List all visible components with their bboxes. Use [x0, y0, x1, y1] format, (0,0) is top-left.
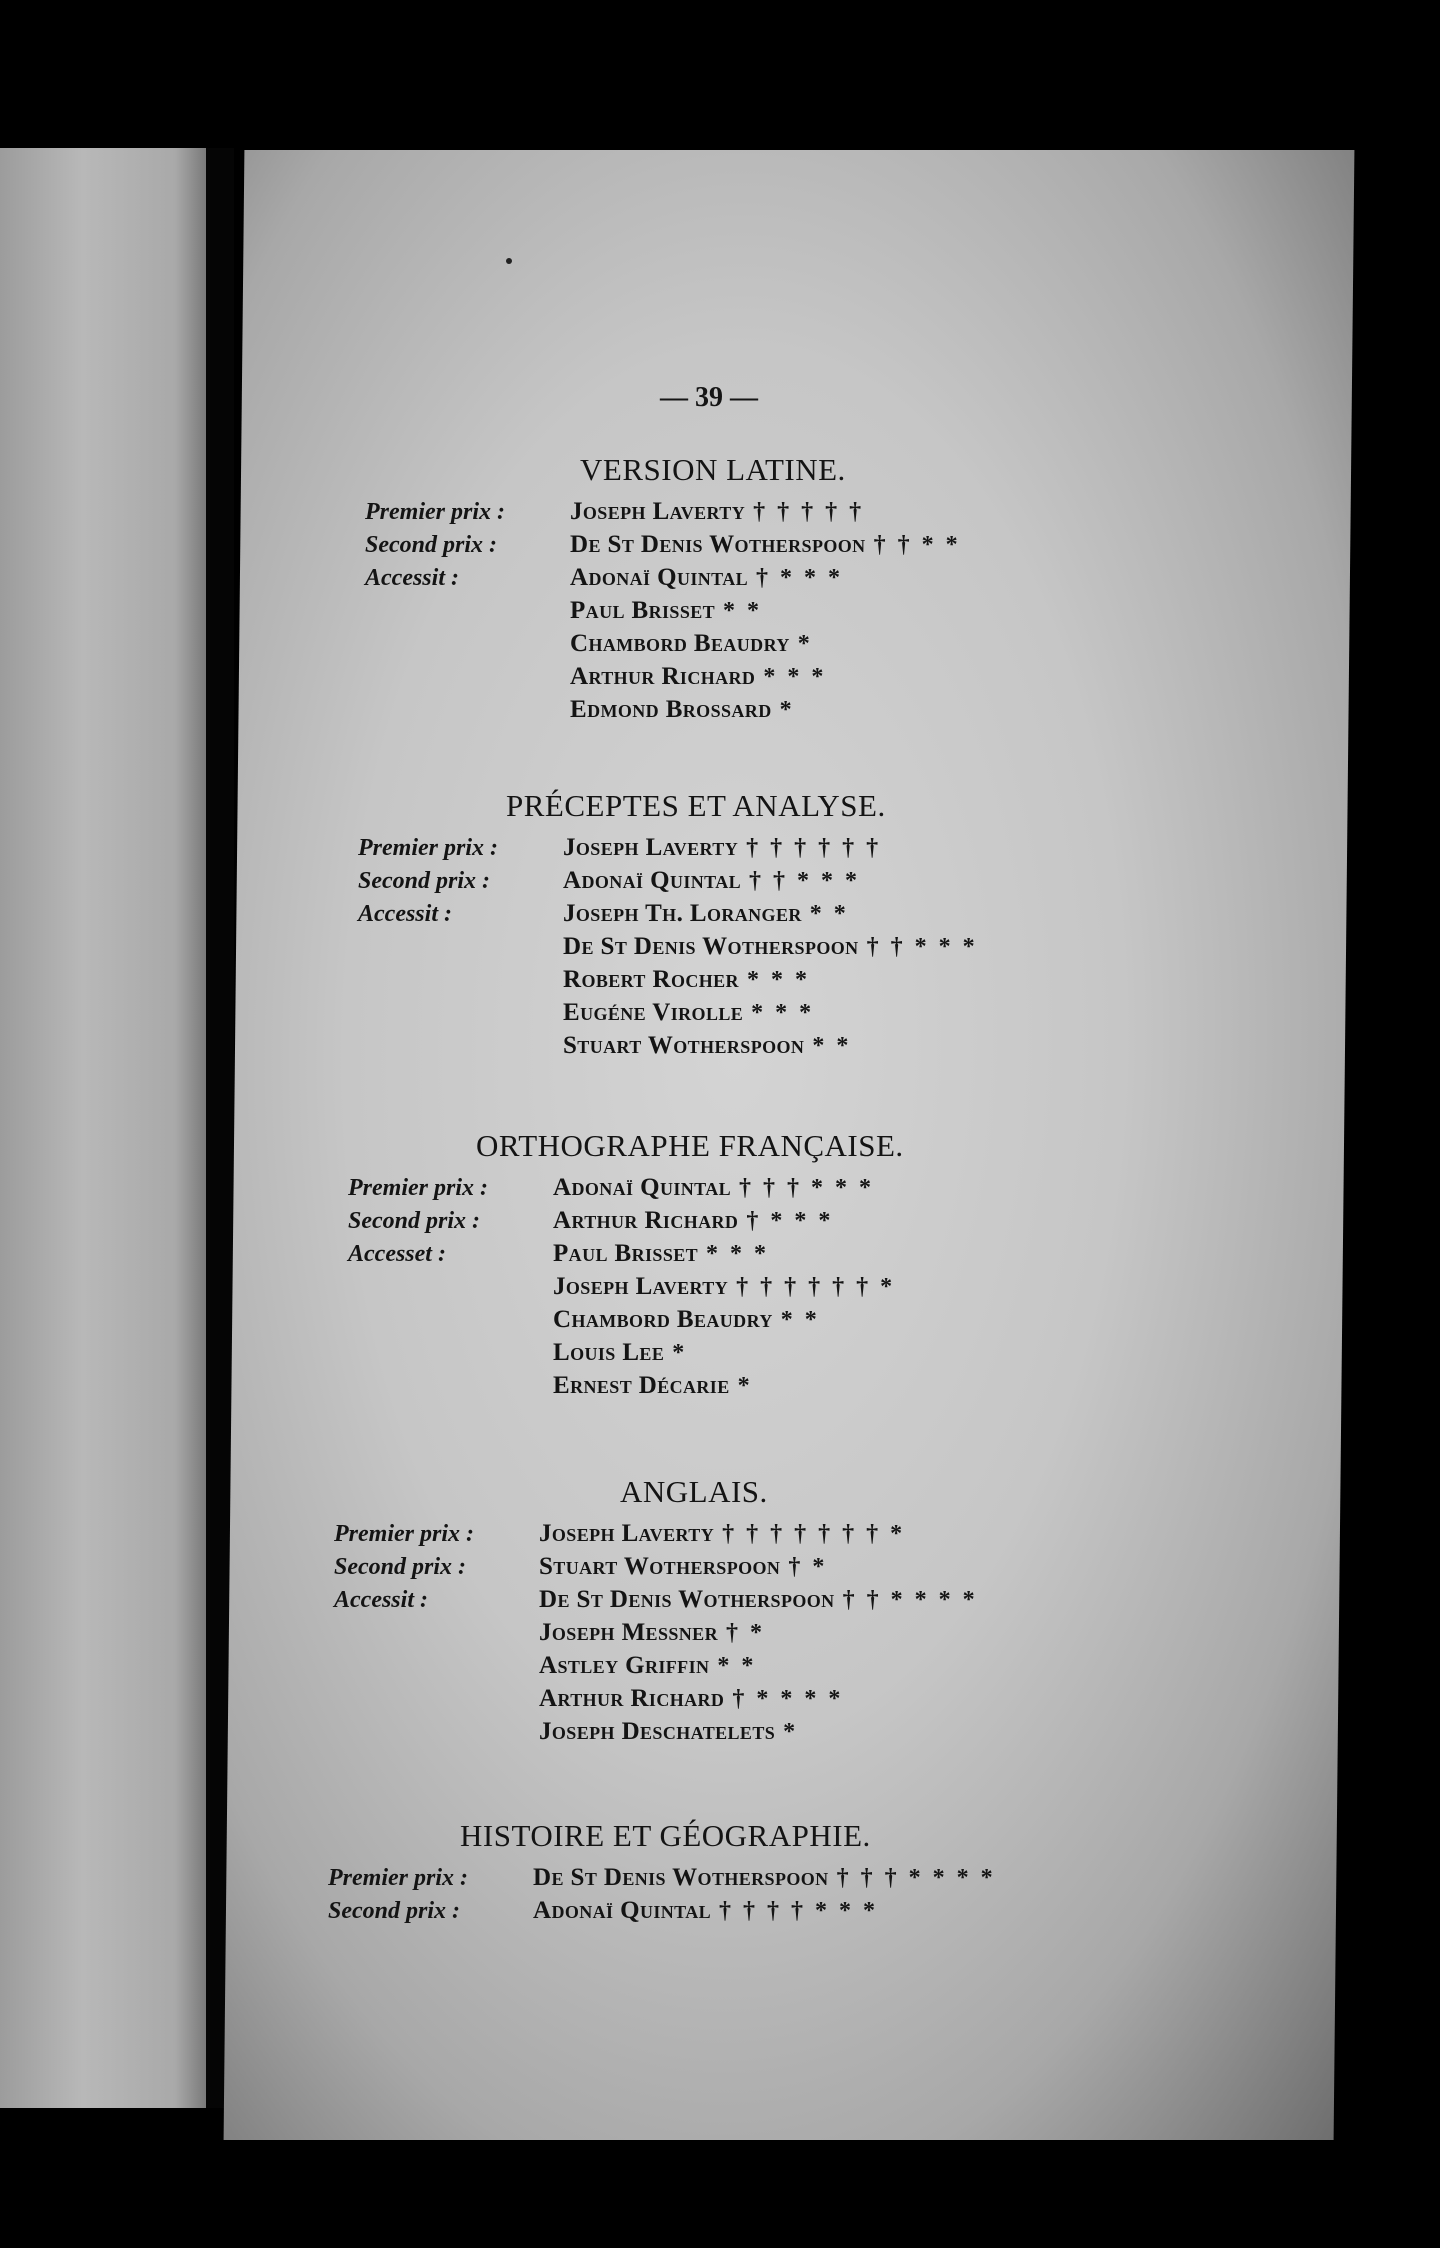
merit-marks: * [797, 631, 813, 657]
list-item [334, 1586, 978, 1619]
merit-marks: * * [780, 1307, 820, 1333]
student-name: Adonaï Quintal [563, 867, 742, 894]
student-name: Joseph Laverty [539, 1520, 715, 1547]
list-item [334, 1685, 978, 1718]
list-item [358, 867, 978, 900]
section-histoire-et-geographie [328, 1818, 996, 1930]
student-name: Paul Brisset [553, 1240, 699, 1267]
student-name: Edmond Brossard [570, 696, 772, 723]
student-name: De St Denis Wotherspoon [563, 933, 859, 960]
merit-marks: † † * * * [866, 934, 978, 960]
prize-label: Accessit : [365, 565, 459, 591]
merit-marks: * * [812, 1033, 852, 1059]
list-item [334, 1718, 978, 1751]
list-item [365, 597, 961, 630]
student-name: De St Denis Wotherspoon [539, 1586, 835, 1613]
list-item [328, 1864, 996, 1897]
merit-marks: † † * * * [749, 868, 861, 894]
student-name: Joseph Th. Loranger [563, 900, 802, 927]
student-name: Arthur Richard [539, 1685, 725, 1712]
student-name: Ernest Décarie [553, 1372, 730, 1399]
list-item [348, 1207, 904, 1240]
student-name: Chambord Beaudry [570, 630, 790, 657]
student-name: Arthur Richard [570, 663, 756, 690]
list-item [348, 1372, 904, 1405]
prize-label: Second prix : [334, 1554, 466, 1580]
merit-marks: † * [726, 1620, 765, 1646]
prize-label: Premier prix : [358, 835, 498, 861]
merit-marks: * [779, 697, 795, 723]
prize-label: Premier prix : [328, 1865, 468, 1891]
section-preceptes-et-analyse [358, 788, 978, 1065]
merit-marks: † † † † † † * [736, 1274, 896, 1300]
merit-marks: * * * [746, 967, 810, 993]
merit-marks: † † † † * * * [719, 1898, 879, 1924]
list-item [334, 1553, 978, 1586]
merit-marks: * * [723, 598, 763, 624]
merit-marks: † * * * [756, 565, 844, 591]
list-item [348, 1306, 904, 1339]
left-page-edge [0, 148, 206, 2108]
list-item [358, 1032, 978, 1065]
list-item [365, 531, 961, 564]
section-title: HISTOIRE ET GÉOGRAPHIE. [460, 1818, 871, 1853]
merit-marks: † * [788, 1554, 828, 1580]
student-name: Joseph Laverty [563, 834, 739, 861]
student-name: Stuart Wotherspoon [563, 1032, 805, 1059]
list-item [365, 630, 961, 663]
prize-label: Premier prix : [334, 1521, 474, 1547]
section-title: VERSION LATINE. [580, 452, 846, 487]
list-item [334, 1520, 978, 1553]
prize-label: Accessit : [358, 901, 452, 927]
student-name: Joseph Deschatelets [539, 1718, 776, 1745]
section-title: ORTHOGRAPHE FRANÇAISE. [476, 1128, 904, 1163]
student-name: Adonaï Quintal [570, 564, 749, 591]
list-item [348, 1174, 904, 1207]
student-name: De St Denis Wotherspoon [570, 531, 866, 558]
list-item [358, 900, 978, 933]
student-name: Paul Brisset [570, 597, 716, 624]
list-item [348, 1240, 904, 1273]
student-name: De St Denis Wotherspoon [533, 1864, 829, 1891]
section-version-latine [365, 452, 961, 729]
student-name: Arthur Richard [553, 1207, 739, 1234]
merit-marks: † † † † † † † * [722, 1521, 906, 1547]
student-name: Adonaï Quintal [553, 1174, 732, 1201]
prize-label: Second prix : [348, 1208, 480, 1234]
merit-marks: * [737, 1373, 753, 1399]
list-item [358, 966, 978, 999]
merit-marks: † * * * * [732, 1686, 844, 1712]
list-item [365, 498, 961, 531]
prize-label: Accessit : [334, 1587, 428, 1613]
merit-marks: † † * * [873, 532, 961, 558]
list-item [358, 834, 978, 867]
list-item [365, 564, 961, 597]
list-item [365, 663, 961, 696]
merit-marks: * * [717, 1653, 757, 1679]
section-title: ANGLAIS. [620, 1474, 768, 1509]
section-anglais [334, 1474, 978, 1751]
list-item [348, 1273, 904, 1306]
merit-marks: * * * [751, 1000, 815, 1026]
merit-marks: * * * [763, 664, 827, 690]
section-title: PRÉCEPTES ET ANALYSE. [506, 788, 886, 823]
prize-label: Premier prix : [365, 499, 505, 525]
merit-marks: † † † * * * [739, 1175, 875, 1201]
student-name: Astley Griffin [539, 1652, 710, 1679]
prize-label: Second prix : [328, 1898, 460, 1924]
prize-label: Second prix : [358, 868, 490, 894]
student-name: Joseph Messner [539, 1619, 718, 1646]
merit-marks: † † † † † [753, 499, 865, 525]
list-item [328, 1897, 996, 1930]
list-item [365, 696, 961, 729]
merit-marks: * [783, 1719, 799, 1745]
prize-label: Premier prix : [348, 1175, 488, 1201]
section-orthographe-francaise [348, 1128, 904, 1405]
student-name: Chambord Beaudry [553, 1306, 773, 1333]
page-number: — 39 — [660, 382, 758, 413]
student-name: Louis Lee [553, 1339, 665, 1366]
student-name: Joseph Laverty [553, 1273, 729, 1300]
merit-marks: † † † * * * * [836, 1865, 996, 1891]
student-name: Robert Rocher [563, 966, 739, 993]
list-item [358, 999, 978, 1032]
list-item [334, 1652, 978, 1685]
student-name: Stuart Wotherspoon [539, 1553, 781, 1580]
prize-label: Accesset : [348, 1241, 446, 1267]
list-item [348, 1339, 904, 1372]
list-item [358, 933, 978, 966]
merit-marks: † † * * * * [842, 1587, 978, 1613]
list-item [334, 1619, 978, 1652]
specks [506, 258, 512, 264]
merit-marks: * * * [706, 1241, 770, 1267]
merit-marks: † * * * [746, 1208, 834, 1234]
student-name: Eugéne Virolle [563, 999, 744, 1026]
student-name: Adonaï Quintal [533, 1897, 712, 1924]
merit-marks: * * [809, 901, 849, 927]
student-name: Joseph Laverty [570, 498, 746, 525]
merit-marks: † † † † † † [746, 835, 882, 861]
merit-marks: * [672, 1340, 688, 1366]
prize-label: Second prix : [365, 532, 497, 558]
